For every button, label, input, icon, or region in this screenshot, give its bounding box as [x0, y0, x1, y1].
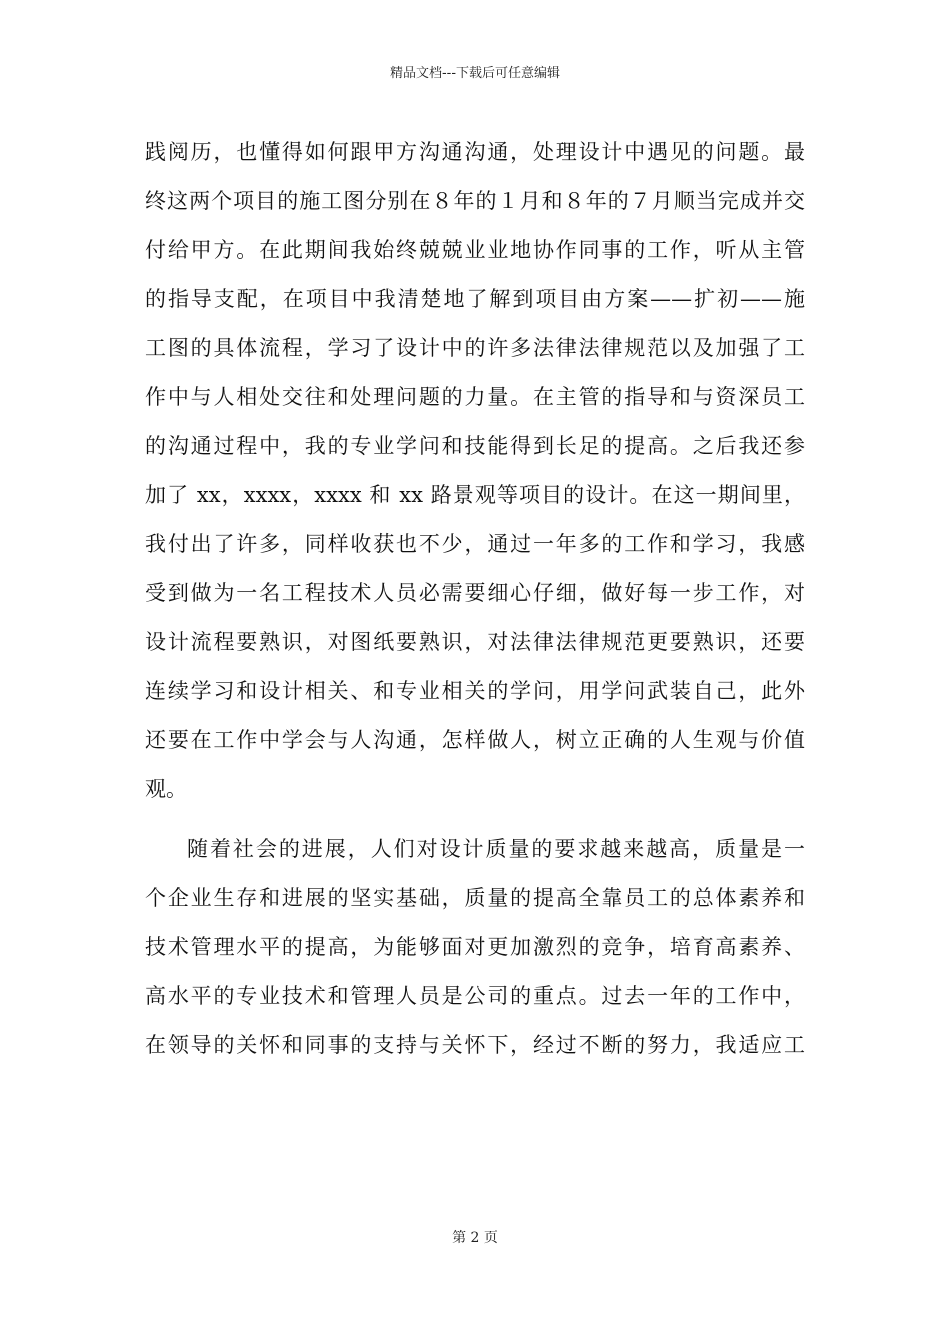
text-line: 在领导的关怀和同事的支持与关怀下，经过不断的努力，我适应工 [145, 1033, 805, 1057]
text-line: 付给甲方。在此期间我始终兢兢业业地协作同事的工作，听从主管 [145, 238, 805, 262]
page-number: 第 2 页 [452, 1230, 498, 1246]
paragraph [145, 128, 805, 814]
text-line: 工图的具体流程，学习了设计中的许多法律法律规范以及加强了工 [145, 336, 805, 360]
text-line: 高水平的专业技术和管理人员是公司的重点。过去一年的工作中， [145, 984, 805, 1008]
text-line: 还要在工作中学会与人沟通，怎样做人，树立正确的人生观与价值 [145, 728, 805, 752]
document-body [145, 128, 805, 1070]
text-line: 的指导支配，在项目中我清楚地了解到项目由方案——扩初——施 [145, 287, 805, 311]
text-line: 我付出了许多，同样收获也不少，通过一年多的工作和学习，我感 [145, 532, 805, 556]
paragraph-gap [145, 814, 805, 825]
text-line: 践阅历，也懂得如何跟甲方沟通沟通，处理设计中遇见的问题。最 [145, 140, 805, 164]
text-line: 观。 [145, 777, 187, 801]
text-line: 个企业生存和进展的坚实基础，质量的提高全靠员工的总体素养和 [145, 886, 805, 910]
text-line: 技术管理水平的提高，为能够面对更加激烈的竞争，培育高素养、 [145, 935, 805, 959]
text-line: 受到做为一名工程技术人员必需要细心仔细，做好每一步工作，对 [145, 581, 805, 605]
text-line: 终这两个项目的施工图分别在８年的１月和８年的７月顺当完成并交 [145, 189, 805, 213]
text-line: 加了 xx，xxxx，xxxx 和 xx 路景观等项目的设计。在这一期间里， [145, 483, 805, 507]
text-line: 设计流程要熟识，对图纸要熟识，对法律法律规范更要熟识，还要 [145, 630, 805, 654]
text-line: 的沟通过程中，我的专业学问和技能得到长足的提高。之后我还参 [145, 434, 805, 458]
text-line: 作中与人相处交往和处理问题的力量。在主管的指导和与资深员工 [145, 385, 805, 409]
page-header: 精品文档---下载后可任意编辑 [389, 66, 561, 81]
text-line: 随着社会的进展，人们对设计质量的要求越来越高，质量是一 [187, 837, 805, 861]
text-line: 连续学习和设计相关、和专业相关的学问，用学问武装自己，此外 [145, 679, 805, 703]
paragraph [145, 825, 805, 1070]
